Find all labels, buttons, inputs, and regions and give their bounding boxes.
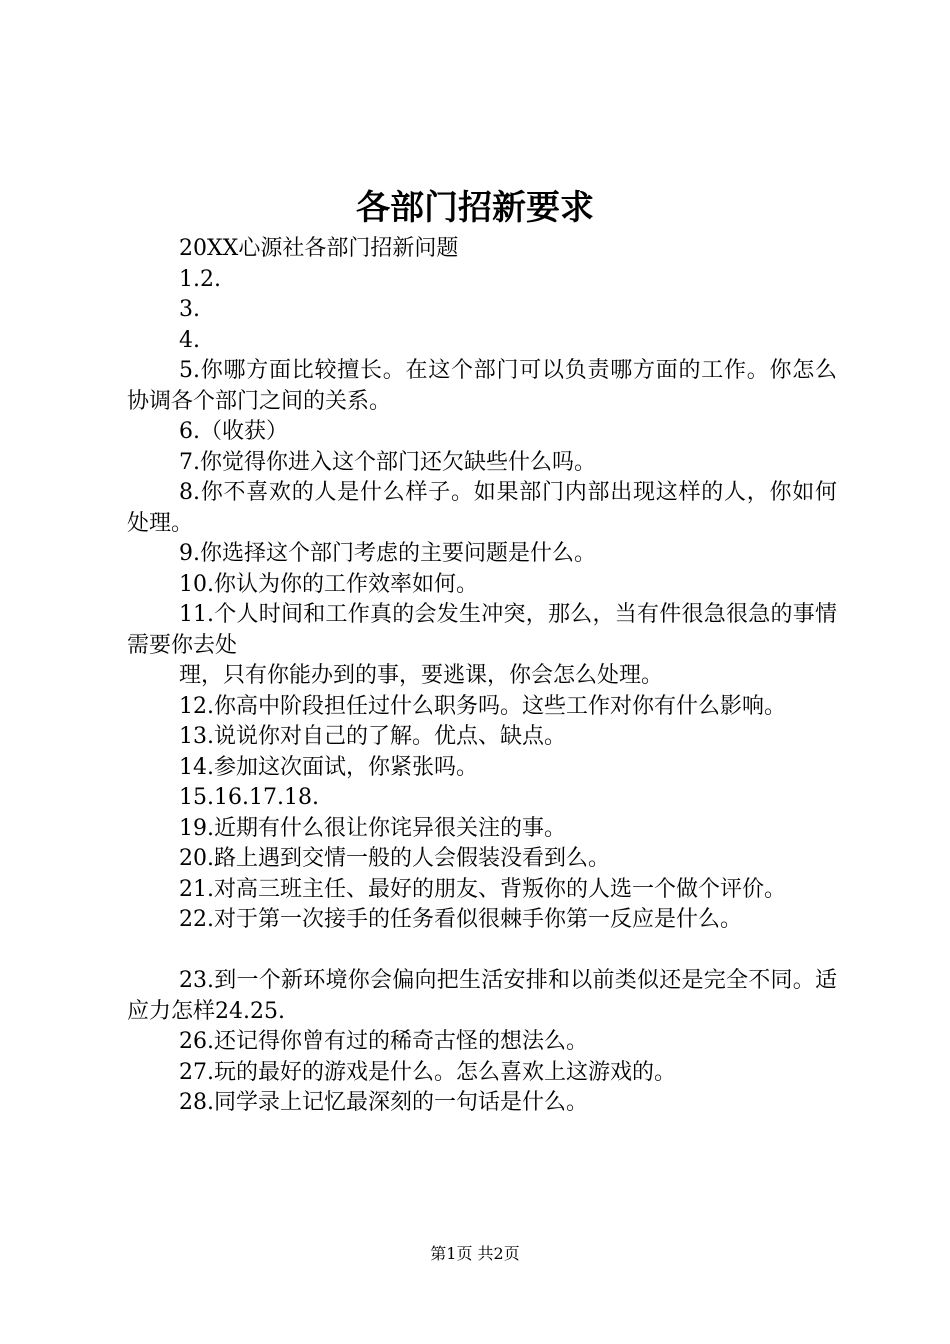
paragraph-item-23: 23.到一个新环境你会偏向把生活安排和以前类似还是完全不同。适应力怎样24.25. xyxy=(127,968,837,1024)
paragraph-item-19: 19.近期有什么很让你诧异很关注的事。 xyxy=(179,815,566,841)
page-footer: 第1页 共2页 xyxy=(430,1244,520,1263)
paragraph-item-12: 12.你高中阶段担任过什么职务吗。这些工作对你有什么影响。 xyxy=(179,693,786,719)
paragraph-item-15-18: 15.16.17.18. xyxy=(179,785,319,810)
paragraph-item-22: 22.对于第一次接手的任务看似很棘手你第一反应是什么。 xyxy=(179,907,742,932)
paragraph-item-5: 5.你哪方面比较擅长。在这个部门可以负责哪方面的工作。你怎么协调各个部门之间的关系。 xyxy=(127,358,837,414)
blank-line xyxy=(127,936,837,967)
paragraph-item-26: 26.还记得你曾有过的稀奇古怪的想法么。 xyxy=(179,1029,588,1054)
paragraph-item-28: 28.同学录上记忆最深刻的一句话是什么。 xyxy=(179,1090,588,1115)
paragraph-item-11: 11.个人时间和工作真的会发生冲突，那么，当有件很急很急的事情需要你去处 xyxy=(127,602,837,658)
paragraph-item-10: 10.你认为你的工作效率如何。 xyxy=(179,571,478,597)
paragraph-item-27: 27.玩的最好的游戏是什么。怎么喜欢上这游戏的。 xyxy=(179,1059,676,1085)
paragraph-item-14: 14.参加这次面试，你紧张吗。 xyxy=(179,754,478,780)
paragraph-item-6: 6.（收获） xyxy=(179,419,288,444)
paragraph-item-3: 3. xyxy=(179,297,200,322)
document-title: 各部门招新要求 xyxy=(356,188,594,228)
paragraph-heading: 20XX心源社各部门招新问题 xyxy=(179,236,459,261)
paragraph-item-4: 4. xyxy=(179,327,200,353)
paragraph-item-21: 21.对高三班主任、最好的朋友、背叛你的人选一个做个评价。 xyxy=(179,876,786,902)
document-body xyxy=(127,234,837,1119)
paragraph-item-7: 7.你觉得你进入这个部门还欠缺些什么吗。 xyxy=(179,449,596,475)
paragraph-item-8: 8.你不喜欢的人是什么样子。如果部门内部出现这样的人，你如何处理。 xyxy=(127,480,837,536)
paragraph-item-1-2: 1.2. xyxy=(179,266,221,292)
paragraph-item-9: 9.你选择这个部门考虑的主要问题是什么。 xyxy=(179,541,596,566)
paragraph-item-13: 13.说说你对自己的了解。优点、缺点。 xyxy=(179,724,566,749)
paragraph-item-20: 20.路上遇到交情一般的人会假装没看到么。 xyxy=(179,846,610,871)
paragraph-item-11-continued: 理，只有你能办到的事，要逃课，你会怎么处理。 xyxy=(179,663,664,688)
